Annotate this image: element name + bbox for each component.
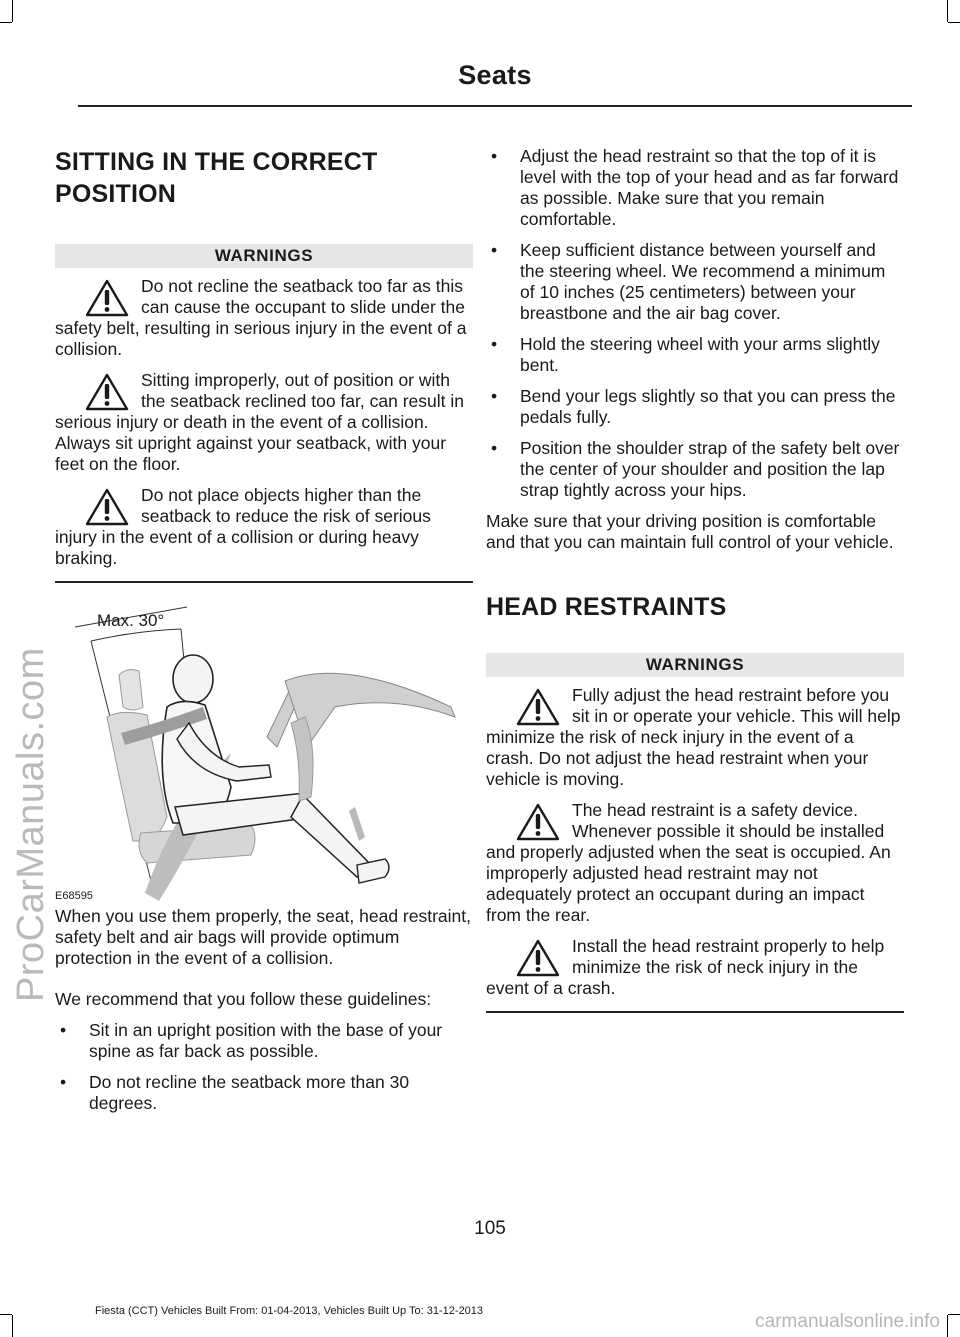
crop-mark <box>948 1314 960 1315</box>
crop-mark <box>0 1314 12 1315</box>
warning-triangle-icon <box>85 278 129 318</box>
warnings-divider <box>55 581 473 583</box>
page-header-title: Seats <box>458 60 532 90</box>
crop-mark <box>947 0 948 22</box>
paragraph: When you use them properly, the seat, head restraint, safety belt and air bags will provide optimum protection in the event of a collision. <box>55 906 472 968</box>
warning-text: Do not recline the seatback too far as this can cause the occupant to slide under the safety belt, resulting in serious injury in the event of a collision. <box>55 276 467 359</box>
warnings-header: WARNINGS <box>55 244 473 268</box>
warning-triangle-icon <box>516 938 560 978</box>
warning-text: The head restraint is a safety device. Whenever possible it should be installed and properly adjusted when the seat is occupied. An improperly adjusted head restraint may not adequately protect an occupant during an impact from the rear. <box>486 800 891 925</box>
list-item: • Keep sufficient distance between yourself and the steering wheel. We recommend a minimum of 10 inches (25 centimeters) between your breastbone and the air bag cover. <box>486 240 904 324</box>
warning-triangle-icon <box>516 802 560 842</box>
warning-triangle-icon <box>516 687 560 727</box>
warning-text: Sitting improperly, out of position or with the seatback reclined too far, can result in serious injury or death in the event of a collision. Always sit upright against your seatback, with your feet on the floor. <box>55 370 464 474</box>
crop-mark <box>12 0 13 22</box>
warning-text: Do not place objects higher than the seatback to reduce the risk of serious injury in the event of a collision or during heavy braking. <box>55 485 431 568</box>
warning-triangle-icon <box>85 372 129 412</box>
footer-watermark: carmanualsonline.info <box>755 1311 940 1332</box>
header-divider <box>78 105 912 107</box>
figure-id: E68595 <box>55 890 93 902</box>
paragraph: Make sure that your driving position is comfortable and that you can maintain full control of your vehicle. <box>486 511 894 552</box>
heading-line: SITTING IN THE CORRECT <box>55 148 378 176</box>
paragraph: We recommend that you follow these guidelines: <box>55 989 432 1009</box>
warning-text: Fully adjust the head restraint before you sit in or operate your vehicle. This will help minimize the risk of neck injury in the event of a crash. Do not adjust the head restraint when your vehicle is moving. <box>486 685 901 789</box>
crop-mark <box>12 1315 13 1337</box>
section-heading: HEAD RESTRAINTS <box>486 593 727 621</box>
warning-item <box>55 485 473 569</box>
warning-item <box>486 800 904 926</box>
list-item: • Sit in an upright position with the base of your spine as far back as possible. <box>55 1020 473 1062</box>
warning-item <box>486 685 904 790</box>
angle-label: Max. 30° <box>97 611 165 630</box>
guideline-list <box>55 1020 473 1114</box>
guideline-list <box>486 146 904 501</box>
crop-mark <box>947 1315 948 1337</box>
warning-text: Install the head restraint properly to help minimize the risk of neck injury in the event of a crash. <box>486 936 885 998</box>
warning-item <box>55 370 473 475</box>
warning-item <box>486 936 904 999</box>
crop-mark <box>948 22 960 23</box>
list-item: • Adjust the head restraint so that the top of it is level with the top of your head and as far forward as possible. Make sure that you remain comfortable. <box>486 146 904 230</box>
section-heading <box>55 146 473 210</box>
footer-vehicle-info: Fiesta (CCT) Vehicles Built From: 01-04-2013, Vehicles Built Up To: 31-12-2013 <box>95 1305 484 1317</box>
side-watermark: ProCarManuals.com <box>10 647 52 1002</box>
list-item: • Hold the steering wheel with your arms slightly bent. <box>486 334 904 376</box>
crop-mark <box>0 22 12 23</box>
heading-line: POSITION <box>55 180 177 208</box>
warnings-divider <box>486 1011 904 1013</box>
warning-item <box>55 276 473 360</box>
warning-triangle-icon <box>85 487 129 527</box>
warnings-header: WARNINGS <box>486 653 904 677</box>
page-number: 105 <box>474 1218 506 1239</box>
right-column <box>486 146 904 1013</box>
left-column <box>55 146 473 1114</box>
driver-seat-diagram <box>55 597 473 902</box>
list-item: • Position the shoulder strap of the safety belt over the center of your shoulder and position the lap strap tightly across your hips. <box>486 438 904 501</box>
list-item: • Do not recline the seatback more than 30 degrees. <box>55 1072 473 1114</box>
list-item: • Bend your legs slightly so that you can press the pedals fully. <box>486 386 904 428</box>
seating-position-illustration <box>55 597 473 902</box>
